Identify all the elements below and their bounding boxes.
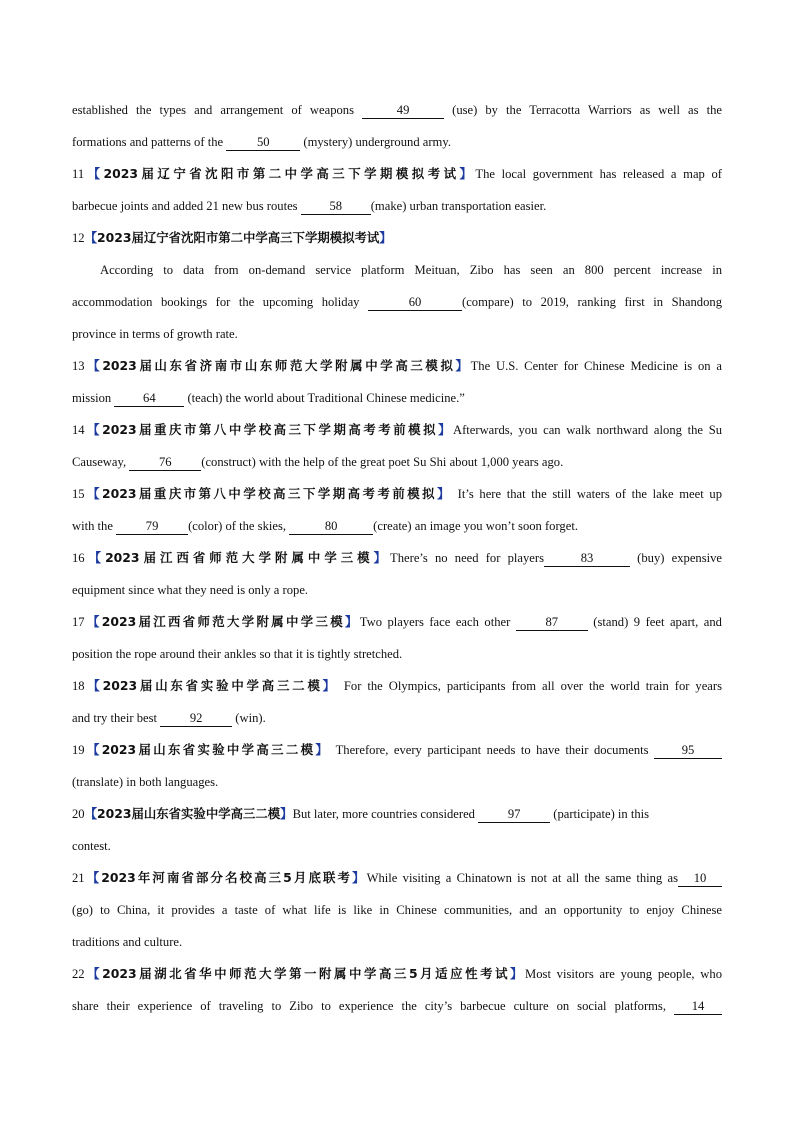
source-tag: 【2023年河南省部分名校高三5月底联考】 bbox=[84, 870, 367, 885]
body-text: (mystery) underground army. bbox=[300, 135, 451, 149]
source-tag: 【2023届辽宁省沈阳市第二中学高三下学期模拟考试】 bbox=[84, 230, 392, 245]
body-text: Most visitors are young people, who bbox=[525, 967, 722, 981]
source-tag: 【2023届山东省实验中学高三二模】 bbox=[84, 678, 338, 693]
body-text: According to data from on-demand service platform Meituan, Zibo has seen an 800 percent increase in bbox=[100, 263, 722, 277]
source-tag: 【2023届山东省济南市山东师范大学附属中学高三模拟】 bbox=[84, 358, 471, 373]
body-text: There’s no need for players bbox=[390, 551, 544, 565]
answer-blank: 50 bbox=[226, 135, 300, 151]
text-line bbox=[72, 833, 722, 865]
text-line bbox=[72, 609, 722, 641]
text-line bbox=[72, 865, 722, 897]
text-line bbox=[72, 993, 722, 1025]
text-line bbox=[72, 321, 722, 353]
text-line bbox=[72, 257, 722, 289]
answer-blank: 92 bbox=[160, 711, 232, 727]
source-tag: 【2023届山东省实验中学高三二模】 bbox=[84, 742, 331, 757]
text-line bbox=[72, 737, 722, 769]
body-text: share their experience of traveling to Zibo to experience the city’s barbecue culture on social platforms, bbox=[72, 999, 674, 1013]
question-number: 16 bbox=[72, 551, 85, 565]
answer-blank: 83 bbox=[544, 551, 630, 567]
body-text: (buy) expensive bbox=[629, 551, 722, 565]
question-number: 20 bbox=[72, 807, 85, 821]
answer-blank: 79 bbox=[116, 519, 188, 535]
body-text: While visiting a Chinatown is not at all the same thing as bbox=[366, 871, 678, 885]
body-text: traditions and culture. bbox=[72, 935, 183, 949]
body-text: (use) by the Terracotta Warriors as well as the bbox=[444, 103, 722, 117]
answer-blank: 80 bbox=[289, 519, 373, 535]
text-line bbox=[72, 225, 722, 257]
question-number: 14 bbox=[72, 423, 85, 437]
body-text: (color) of the skies, bbox=[188, 519, 290, 533]
body-text: For the Olympics, participants from all over the world train for years bbox=[337, 679, 722, 693]
body-text: contest. bbox=[72, 839, 111, 853]
body-text: mission bbox=[72, 391, 115, 405]
text-line bbox=[72, 193, 722, 225]
body-text: province in terms of growth rate. bbox=[72, 327, 238, 341]
body-text: Two players face each other bbox=[359, 615, 516, 629]
source-tag: 【2023届江西省师范大学附属中学三模】 bbox=[84, 614, 360, 629]
body-text: position the rope around their ankles so that it is tightly stretched. bbox=[72, 647, 403, 661]
text-line bbox=[72, 929, 722, 961]
answer-blank: 76 bbox=[129, 455, 201, 471]
body-text: (compare) to 2019, ranking first in Shandong bbox=[462, 295, 722, 309]
question-number: 15 bbox=[72, 487, 85, 501]
answer-blank: 95 bbox=[654, 743, 722, 759]
answer-blank: 49 bbox=[362, 103, 444, 119]
text-line bbox=[72, 961, 722, 993]
text-line bbox=[72, 449, 722, 481]
text-line bbox=[72, 161, 722, 193]
source-tag: 【2023届重庆市第八中学校高三下学期高考考前模拟】 bbox=[84, 422, 454, 437]
text-line bbox=[72, 801, 722, 833]
body-text: (win). bbox=[232, 711, 266, 725]
question-number: 12 bbox=[72, 231, 85, 245]
body-text: Causeway, bbox=[72, 455, 130, 469]
body-text: (translate) in both languages. bbox=[72, 775, 219, 789]
text-line bbox=[72, 673, 722, 705]
body-text: established the types and arrangement of weapons bbox=[72, 103, 363, 117]
body-text: accommodation bookings for the upcoming holiday bbox=[72, 295, 369, 309]
question-number: 13 bbox=[72, 359, 85, 373]
answer-blank: 58 bbox=[301, 199, 371, 215]
body-text: equipment since what they need is only a rope. bbox=[72, 583, 309, 597]
body-text: Therefore, every participant needs to have their documents bbox=[330, 743, 655, 757]
question-number: 21 bbox=[72, 871, 85, 885]
body-text: (create) an image you won’t soon forget. bbox=[373, 519, 578, 533]
exercise-text bbox=[72, 97, 722, 1025]
text-line bbox=[72, 385, 722, 417]
text-line bbox=[72, 97, 722, 129]
body-text: barbecue joints and added 21 new bus routes bbox=[72, 199, 301, 213]
answer-blank: 60 bbox=[368, 295, 462, 311]
question-number: 17 bbox=[72, 615, 85, 629]
body-text: with the bbox=[72, 519, 117, 533]
body-text: (teach) the world about Traditional Chinese medicine.” bbox=[184, 391, 465, 405]
text-line bbox=[72, 289, 722, 321]
body-text: (go) to China, it provides a taste of what life is like in Chinese communities, and an opportunity to enjoy Chinese bbox=[72, 903, 722, 917]
text-line bbox=[72, 353, 722, 385]
body-text: The local government has released a map of bbox=[475, 167, 722, 181]
body-text: and try their best bbox=[72, 711, 161, 725]
text-line bbox=[72, 769, 722, 801]
question-number: 22 bbox=[72, 967, 85, 981]
answer-blank: 64 bbox=[114, 391, 184, 407]
text-line bbox=[72, 577, 722, 609]
body-text: It’s here that the still waters of the lake meet up bbox=[452, 487, 722, 501]
text-line bbox=[72, 705, 722, 737]
answer-blank: 97 bbox=[478, 807, 550, 823]
text-line bbox=[72, 641, 722, 673]
question-number: 18 bbox=[72, 679, 85, 693]
answer-blank: 87 bbox=[516, 615, 588, 631]
body-text: Afterwards, you can walk northward along the Su bbox=[453, 423, 722, 437]
body-text: (stand) 9 feet apart, and bbox=[587, 615, 722, 629]
source-tag: 【2023届山东省实验中学高三二模】 bbox=[84, 806, 293, 821]
body-text: The U.S. Center for Chinese Medicine is on a bbox=[470, 359, 722, 373]
source-tag: 【2023届辽宁省沈阳市第二中学高三下学期模拟考试】 bbox=[84, 166, 476, 181]
answer-blank: 14 bbox=[674, 999, 722, 1015]
text-line bbox=[72, 129, 722, 161]
body-text: (construct) with the help of the great poet Su Shi about 1,000 years ago. bbox=[201, 455, 564, 469]
text-line bbox=[72, 513, 722, 545]
body-text: (participate) in this bbox=[550, 807, 650, 821]
body-text: But later, more countries considered bbox=[292, 807, 479, 821]
source-tag: 【2023届重庆市第八中学校高三下学期高考考前模拟】 bbox=[84, 486, 452, 501]
text-line bbox=[72, 897, 722, 929]
text-line bbox=[72, 545, 722, 577]
question-number: 11 bbox=[72, 167, 85, 181]
answer-blank: 10 bbox=[678, 871, 722, 887]
text-line bbox=[72, 417, 722, 449]
question-number: 19 bbox=[72, 743, 85, 757]
source-tag: 【2023届湖北省华中师范大学第一附属中学高三5月适应性考试】 bbox=[84, 966, 526, 981]
body-text: formations and patterns of the bbox=[72, 135, 227, 149]
text-line bbox=[72, 481, 722, 513]
body-text: (make) urban transportation easier. bbox=[370, 199, 547, 213]
source-tag: 【2023届江西省师范大学附属中学三模】 bbox=[84, 550, 391, 565]
